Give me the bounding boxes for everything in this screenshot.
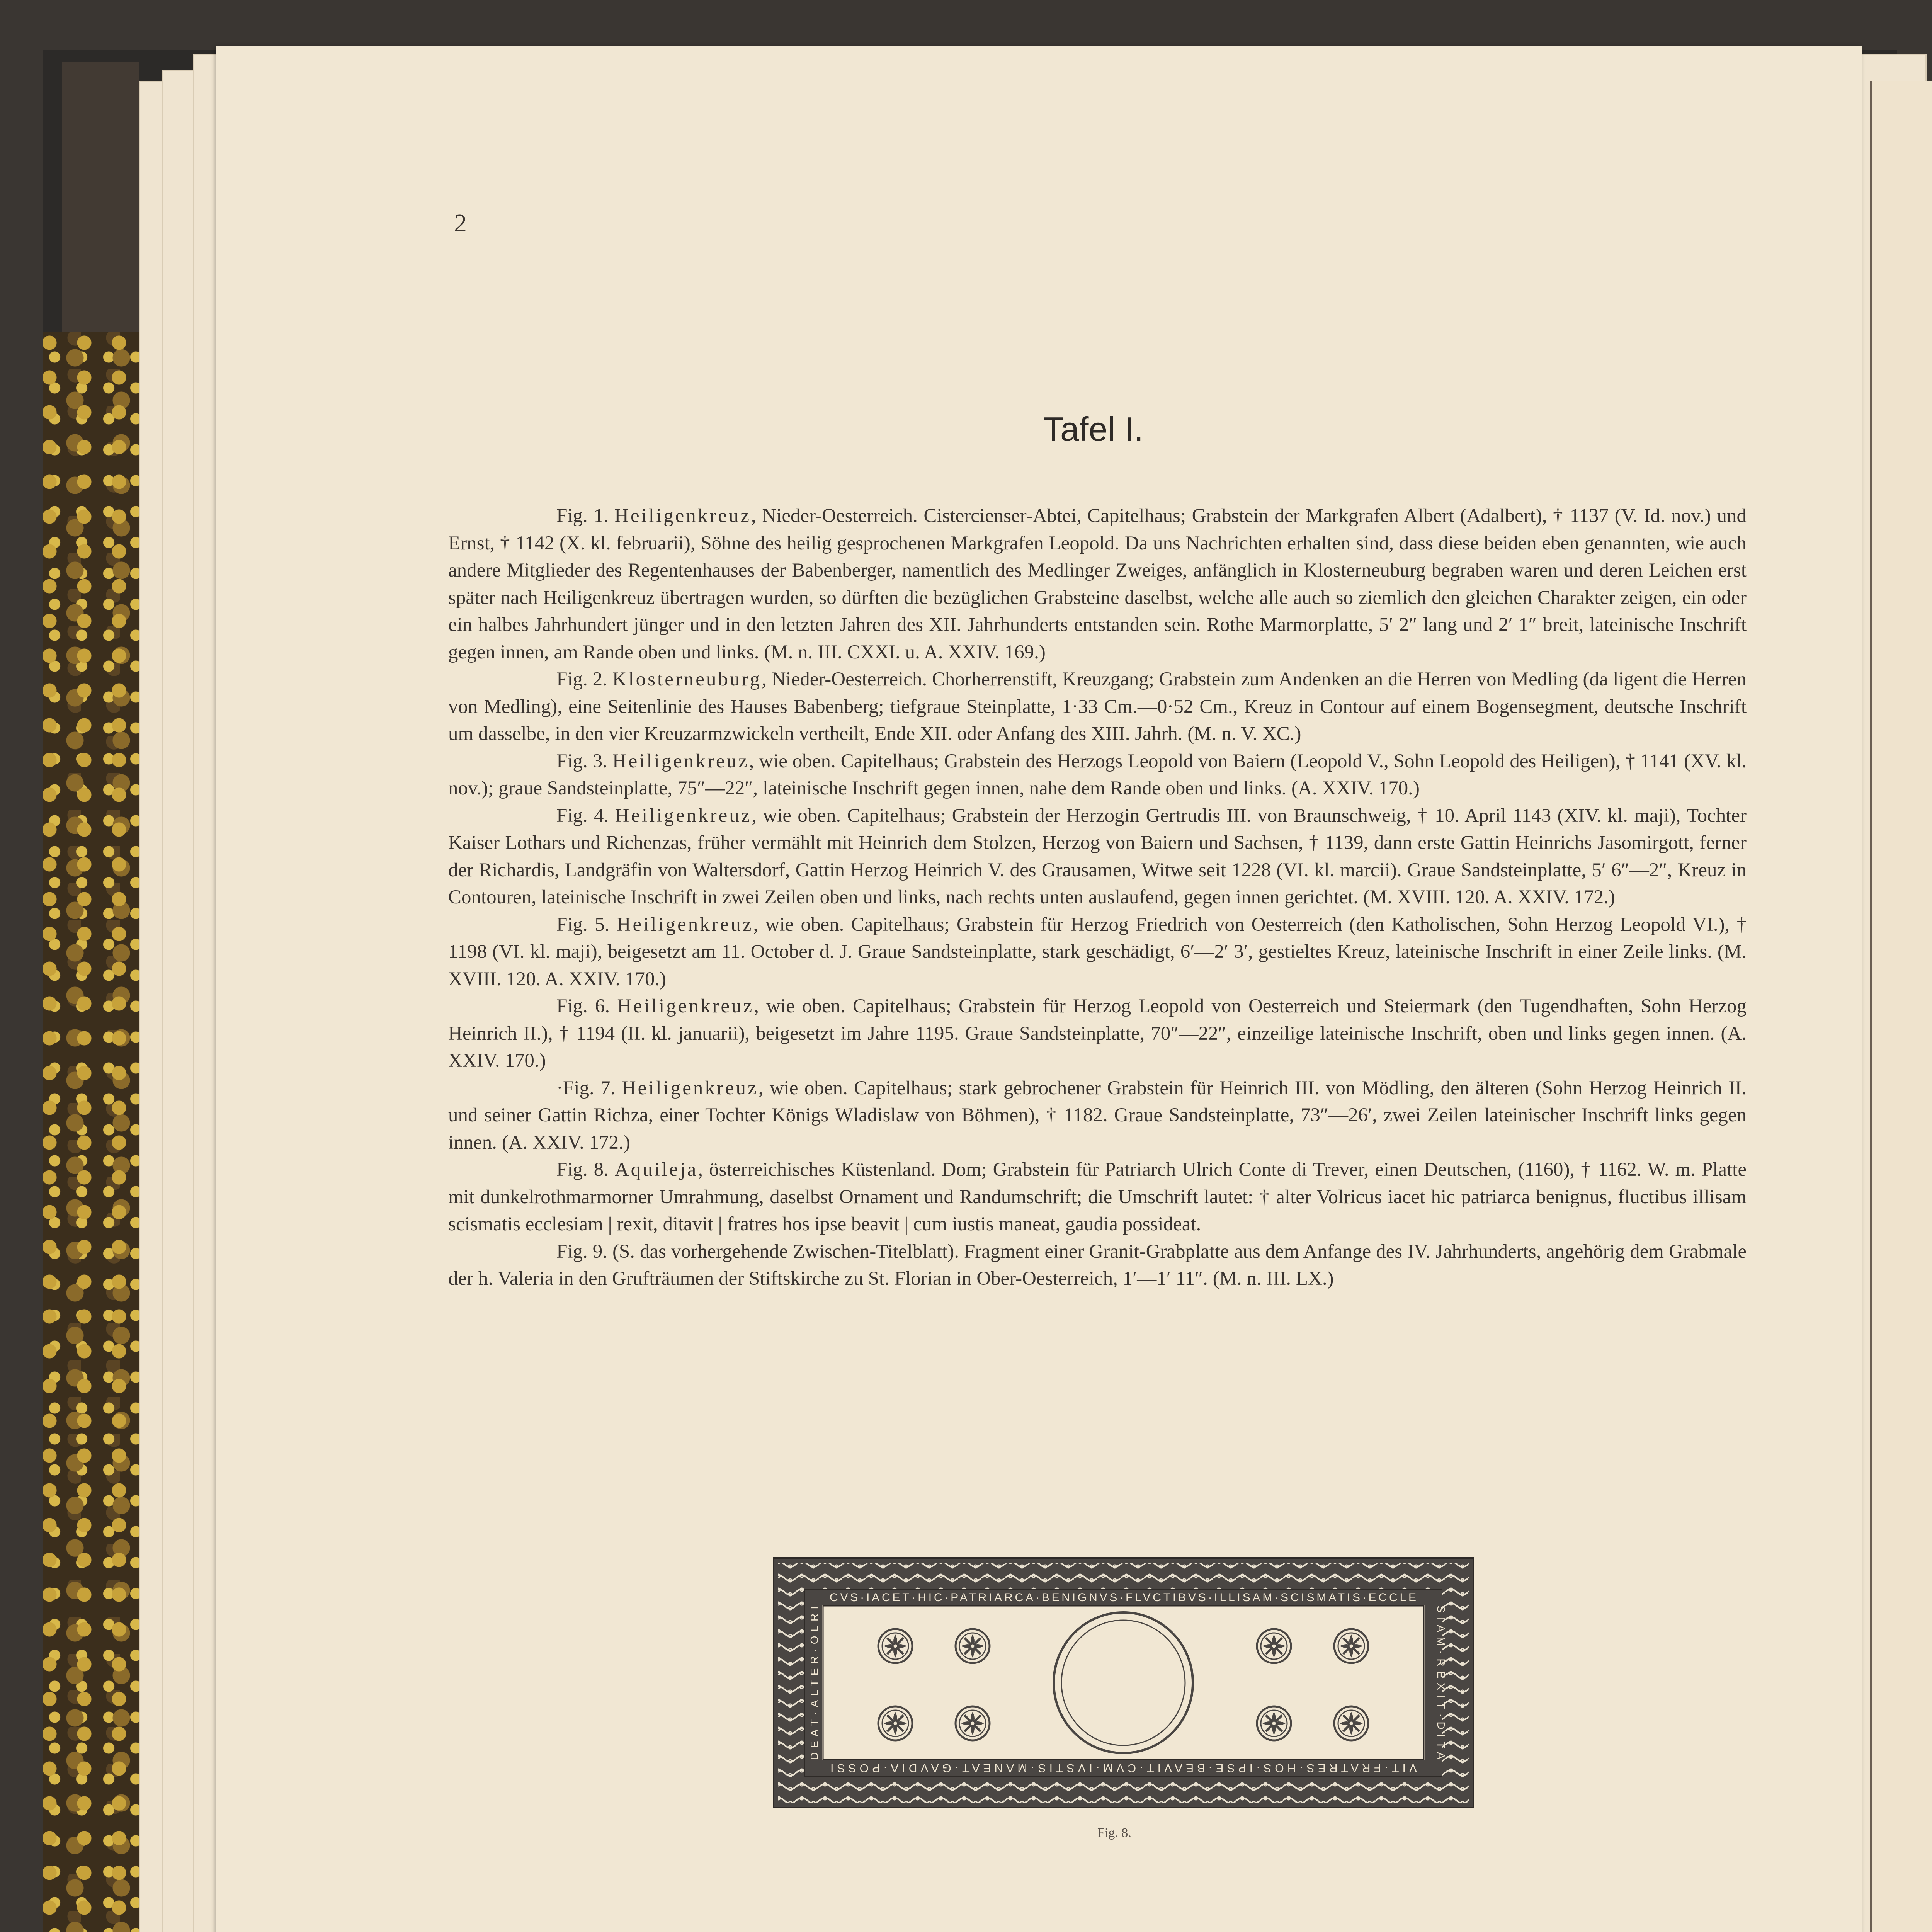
fig-lead: Fig. 1. — [556, 505, 615, 527]
fig-text: , wie oben. Capitelhaus; Grabstein für Herzog Leopold von Oesterreich und Steiermark (den Tugendhaften, Sohn Herzog Heinrich II.), † 1194 (II. kl. januarii), beigesetzt im Jahre 1195. Graue Sandsteinplatte, 70″—22″, einzeilige lateinische Inschrift, oben und links gegen innen. (A. XXIV. 170.) — [448, 995, 1747, 1071]
fig-lead: ·Fig. 7. — [556, 1077, 622, 1099]
fig-place: Heiligenkreuz — [616, 913, 753, 935]
fig-lead: Fig. 4. — [556, 804, 615, 827]
inscription-bottom: VIT·FRATRES·HOS·IPSE·BEAVIT·CVM·IVSTIS·MANEAT·GAVDIA·POSSI — [830, 1762, 1417, 1774]
page-title: Tafel I. — [1043, 410, 1144, 448]
fig-paragraph — [448, 1156, 1747, 1238]
fig-paragraph — [448, 666, 1747, 748]
fig-text: , wie oben. Capitelhaus; Grabstein des Herzogs Leopold von Baiern (Leopold V., Sohn Leopold des Heiligen), † 1141 (XV. kl. nov.); graue Sandsteinplatte, 75″—22″, lateinische Inschrift gegen innen, nahe dem Rande oben und links. (A. XXIV. 170.) — [448, 750, 1747, 799]
fig-place: Klosterneuburg — [612, 668, 762, 690]
rosette-icon — [1257, 1629, 1291, 1663]
fig-place: Heiligenkreuz — [621, 1077, 759, 1099]
fig-text: , Nieder-Oesterreich. Chorherrenstift, Kreuzgang; Grabstein zum Andenken an die Herren von Medling (da ligent die Herren von Medling), eine Seitenlinie des Hauses Babenberg; tiefgraue Steinplatte, 1·33 Cm.—0·52 Cm., Kreuz in Contour auf einem Bogensegment, deutsche Inschrift um dasselbe, in den vier Kreuzarmzwickeln vertheilt, Ende XII. oder Anfang des XIII. Jahrh. (M. n. V. XC.) — [448, 668, 1747, 745]
fig-lead: Fig. 9. — [556, 1240, 612, 1262]
fig-text: , wie oben. Capitelhaus; stark gebrochener Grabstein für Heinrich III. von Mödling, den älteren (Sohn Herzog Heinrich II. und seiner Gattin Richza, einer Tochter Königs Wladislaw von Böhmen), † 1182. Graue Sandsteinplatte, 73″—26′, zwei Zeilen lateinischer Inschrift links gegen innen. (A. XXIV. 172.) — [448, 1077, 1747, 1153]
tombstone-figure — [773, 1557, 1474, 1808]
fig-place: Aquileja — [614, 1159, 698, 1180]
figure-caption: Fig. 8. — [1097, 1826, 1131, 1840]
facing-page-edge — [1870, 81, 1932, 1932]
inscription-left: DEAT·ALTER·OLRI — [808, 1605, 820, 1760]
rosette-icon — [1334, 1629, 1368, 1663]
fig-lead: Fig. 2. — [556, 668, 612, 690]
rosette-icon — [956, 1706, 990, 1740]
figure-descriptions — [448, 502, 1747, 1293]
fig-place: Heiligenkreuz — [612, 750, 749, 772]
page-number: 2 — [454, 209, 467, 237]
fig-paragraph — [448, 748, 1747, 802]
rosette-icon — [1334, 1706, 1368, 1740]
rosette-icon — [878, 1629, 912, 1663]
fig-text: , österreichisches Küstenland. Dom; Grabstein für Patriarch Ulrich Conte di Trever, einen Deutschen, (1160), † 1162. W. m. Platte mit dunkelrothmarmorner Umrahmung, daselbst Ornament und Randumschrift; die Umschrift lautet: † alter Volricus iacet hic patriarca benignus, fluctibus illisam scismatis ecclesiam | rexit, ditavit | fratres hos ipse beavit | cum iustis maneat, gaudia possideat. — [448, 1159, 1747, 1235]
fig-paragraph — [448, 993, 1747, 1075]
fig-lead: Fig. 6. — [556, 995, 617, 1017]
fig-lead: Fig. 8. — [556, 1159, 615, 1180]
rosette-icon — [1257, 1706, 1291, 1740]
fig-paragraph — [448, 502, 1747, 666]
fig-place: Heiligenkreuz — [614, 505, 752, 527]
fig-text: , Nieder-Oesterreich. Cistercienser-Abtei, Capitelhaus; Grabstein der Markgrafen Albert (Adalbert), † 1137 (V. Id. nov.) und Ernst, † 1142 (X. kl. februarii), Söhne des heilig gesprochenen Markgrafen Leopold. Da uns Nachrichten erhalten sind, dass diese beiden eben genannten, wie auch andere Mitglieder des Regentenhauses der Babenberger, namentlich des Medlinger Zweiges, anfänglich in Klosterneuburg begraben waren und deren Leichen erst später nach Heiligenkreuz übertragen wurden, so dürften die bezüglichen Grabsteine daselbst, welche alle auch so ziemlich den gleichen Charakter zeigen, ein oder ein halbes Jahrhundert jünger und in den letzten Jahren des XII. Jahrhunderts entstanden sein. Rothe Marmorplatte, 5′ 2″ lang und 2′ 1″ breit, lateinische Inschrift gegen innen, am Rande oben und links. (M. n. III. CXXI. u. A. XXIV. 169.) — [448, 505, 1747, 663]
fig-paragraph — [448, 1238, 1747, 1293]
inscription-top: CVS·IACET·HIC·PATRIARCA·BENIGNVS·FLVCTIBVS·ILLISAM·SCISMATIS·ECCLE — [830, 1591, 1417, 1604]
fig-paragraph — [448, 1075, 1747, 1156]
fig-text: , wie oben. Capitelhaus; Grabstein der Herzogin Gertrudis III. von Braunschweig, † 10. April 1143 (XIV. kl. maji), Tochter Kaiser Lothars und Richenzas, früher vermählt mit Heinrich dem Stolzen, Herzog von Baiern und Sachsen, † 1139, dann erste Gattin Heinrichs Jasomirgott, ferner der Richardis, Landgräfin von Waltersdorf, Gattin Herzog Heinrich V. des Grausamen, Witwe seit 1228 (VI. kl. marcii). Graue Sandsteinplatte, 5′ 6″—2″, Kreuz in Contouren, lateinische Inschrift in zwei Zeilen oben und links, nach rechts unten auslaufend, gegen innen gerichtet. (M. XVIII. 120. A. XXIV. 172.) — [448, 804, 1747, 908]
fig-lead: Fig. 3. — [556, 750, 612, 772]
fig-place: Heiligenkreuz — [617, 995, 754, 1017]
rosette-icon — [878, 1706, 912, 1740]
fig-paragraph — [448, 802, 1747, 911]
inscription-right: SIAM·REXIT·DITA — [1435, 1605, 1447, 1760]
fig-paragraph — [448, 911, 1747, 993]
fig-place: Heiligenkreuz — [615, 804, 752, 827]
fig-text: (S. das vorhergehende Zwischen-Titelblatt). Fragment einer Granit-Grabplatte aus dem Anfange des IV. Jahrhunderts, angehörig dem Grabmale der h. Valeria in den Grufträumen der Stiftskirche zu St. Florian in Ober-Oesterreich, 1′—1′ 11″. (M. n. III. LX.) — [448, 1240, 1747, 1289]
rosette-icon — [956, 1629, 990, 1663]
fig-text: , wie oben. Capitelhaus; Grabstein für Herzog Friedrich von Oesterreich (den Katholischen, Sohn Herzog Leopold VI.), † 1198 (VI. kl. maji), beigesetzt am 11. October d. J. Graue Sandsteinplatte, stark geschädigt, 6′—2′ 3′, gestieltes Kreuz, lateinische Inschrift in einer Zeile links. (M. XVIII. 120. A. XXIV. 170.) — [448, 913, 1747, 990]
fig-lead: Fig. 5. — [556, 913, 617, 935]
